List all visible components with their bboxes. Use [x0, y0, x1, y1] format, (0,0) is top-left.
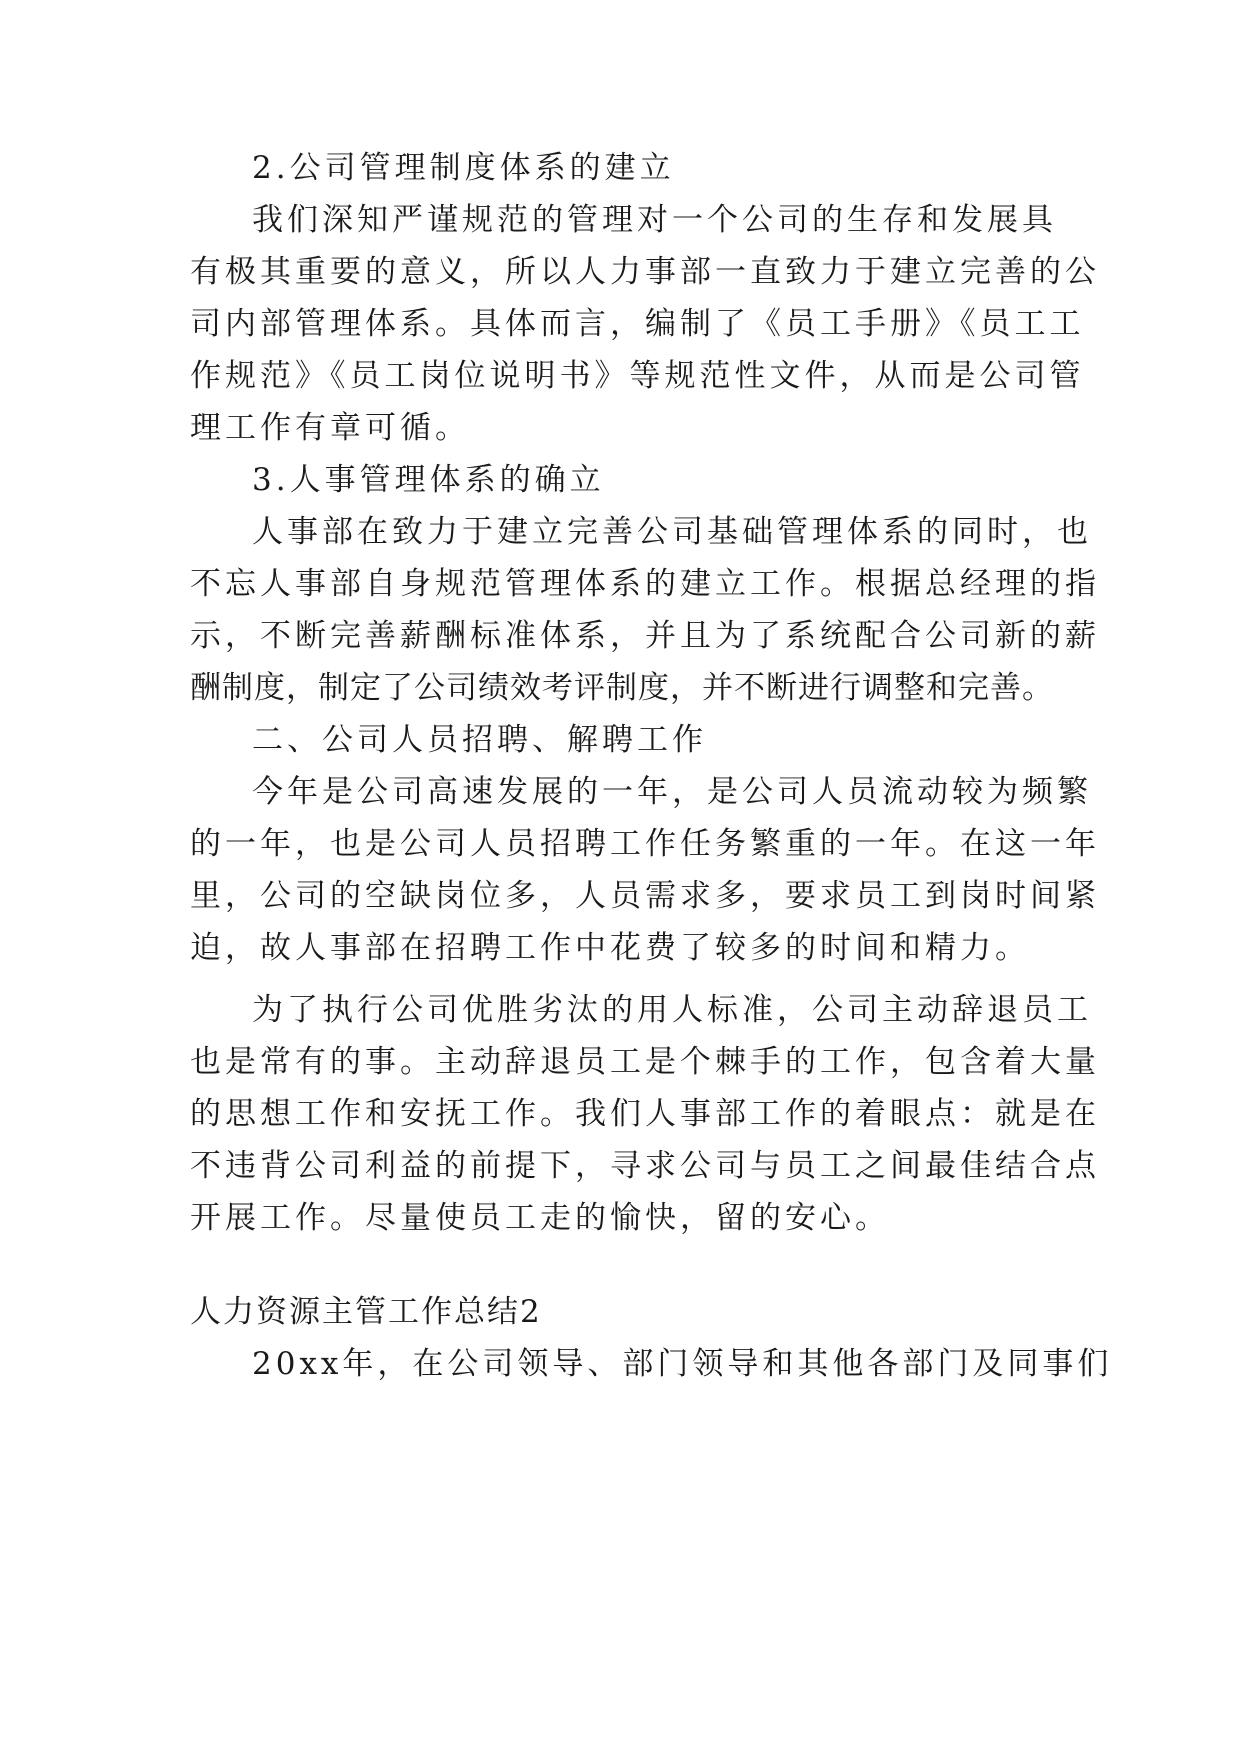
paragraph-line: 示，不断完善薪酬标准体系，并且为了系统配合公司新的薪	[190, 618, 1100, 654]
paragraph-line: 开展工作。尽量使员工走的愉快，留的安心。	[190, 1200, 890, 1236]
paragraph-line: 为了执行公司优胜劣汰的用人标准，公司主动辞退员工	[252, 992, 1092, 1028]
paragraph-line: 我们深知严谨规范的管理对一个公司的生存和发展具	[252, 202, 1057, 238]
paragraph-line: 的一年，也是公司人员招聘工作任务繁重的一年。在这一年	[190, 826, 1100, 862]
paragraph-line: 迫，故人事部在招聘工作中花费了较多的时间和精力。	[190, 930, 1030, 966]
paragraph-line: 作规范》《员工岗位说明书》等规范性文件，从而是公司管	[190, 358, 1085, 394]
paragraph-line: 人事部在致力于建立完善公司基础管理体系的同时，也	[252, 514, 1092, 550]
paragraph-line: 里，公司的空缺岗位多，人员需求多，要求员工到岗时间紧	[190, 878, 1100, 914]
paragraph-line: 的思想工作和安抚工作。我们人事部工作的着眼点：就是在	[190, 1096, 1100, 1132]
paragraph-line: 20xx年，在公司领导、部门领导和其他各部门及同事们	[252, 1346, 1113, 1382]
paragraph-line: 有极其重要的意义，所以人力事部一直致力于建立完善的公	[190, 254, 1100, 290]
section-heading-2: 二、公司人员招聘、解聘工作	[252, 722, 707, 758]
heading-2: 2.公司管理制度体系的建立	[252, 150, 675, 186]
heading-3: 3.人事管理体系的确立	[252, 462, 605, 498]
article-title: 人力资源主管工作总结2	[190, 1294, 542, 1330]
paragraph-line: 今年是公司高速发展的一年，是公司人员流动较为频繁	[252, 774, 1092, 810]
paragraph-line: 理工作有章可循。	[190, 410, 470, 446]
paragraph-line: 酬制度，制定了公司绩效考评制度，并不断进行调整和完善。	[190, 670, 1054, 706]
paragraph-line: 也是常有的事。主动辞退员工是个棘手的工作，包含着大量	[190, 1044, 1100, 1080]
paragraph-line: 不违背公司利益的前提下，寻求公司与员工之间最佳结合点	[190, 1148, 1100, 1184]
paragraph-line: 不忘人事部自身规范管理体系的建立工作。根据总经理的指	[190, 566, 1100, 602]
paragraph-line: 司内部管理体系。具体而言，编制了《员工手册》《员工工	[190, 306, 1085, 342]
